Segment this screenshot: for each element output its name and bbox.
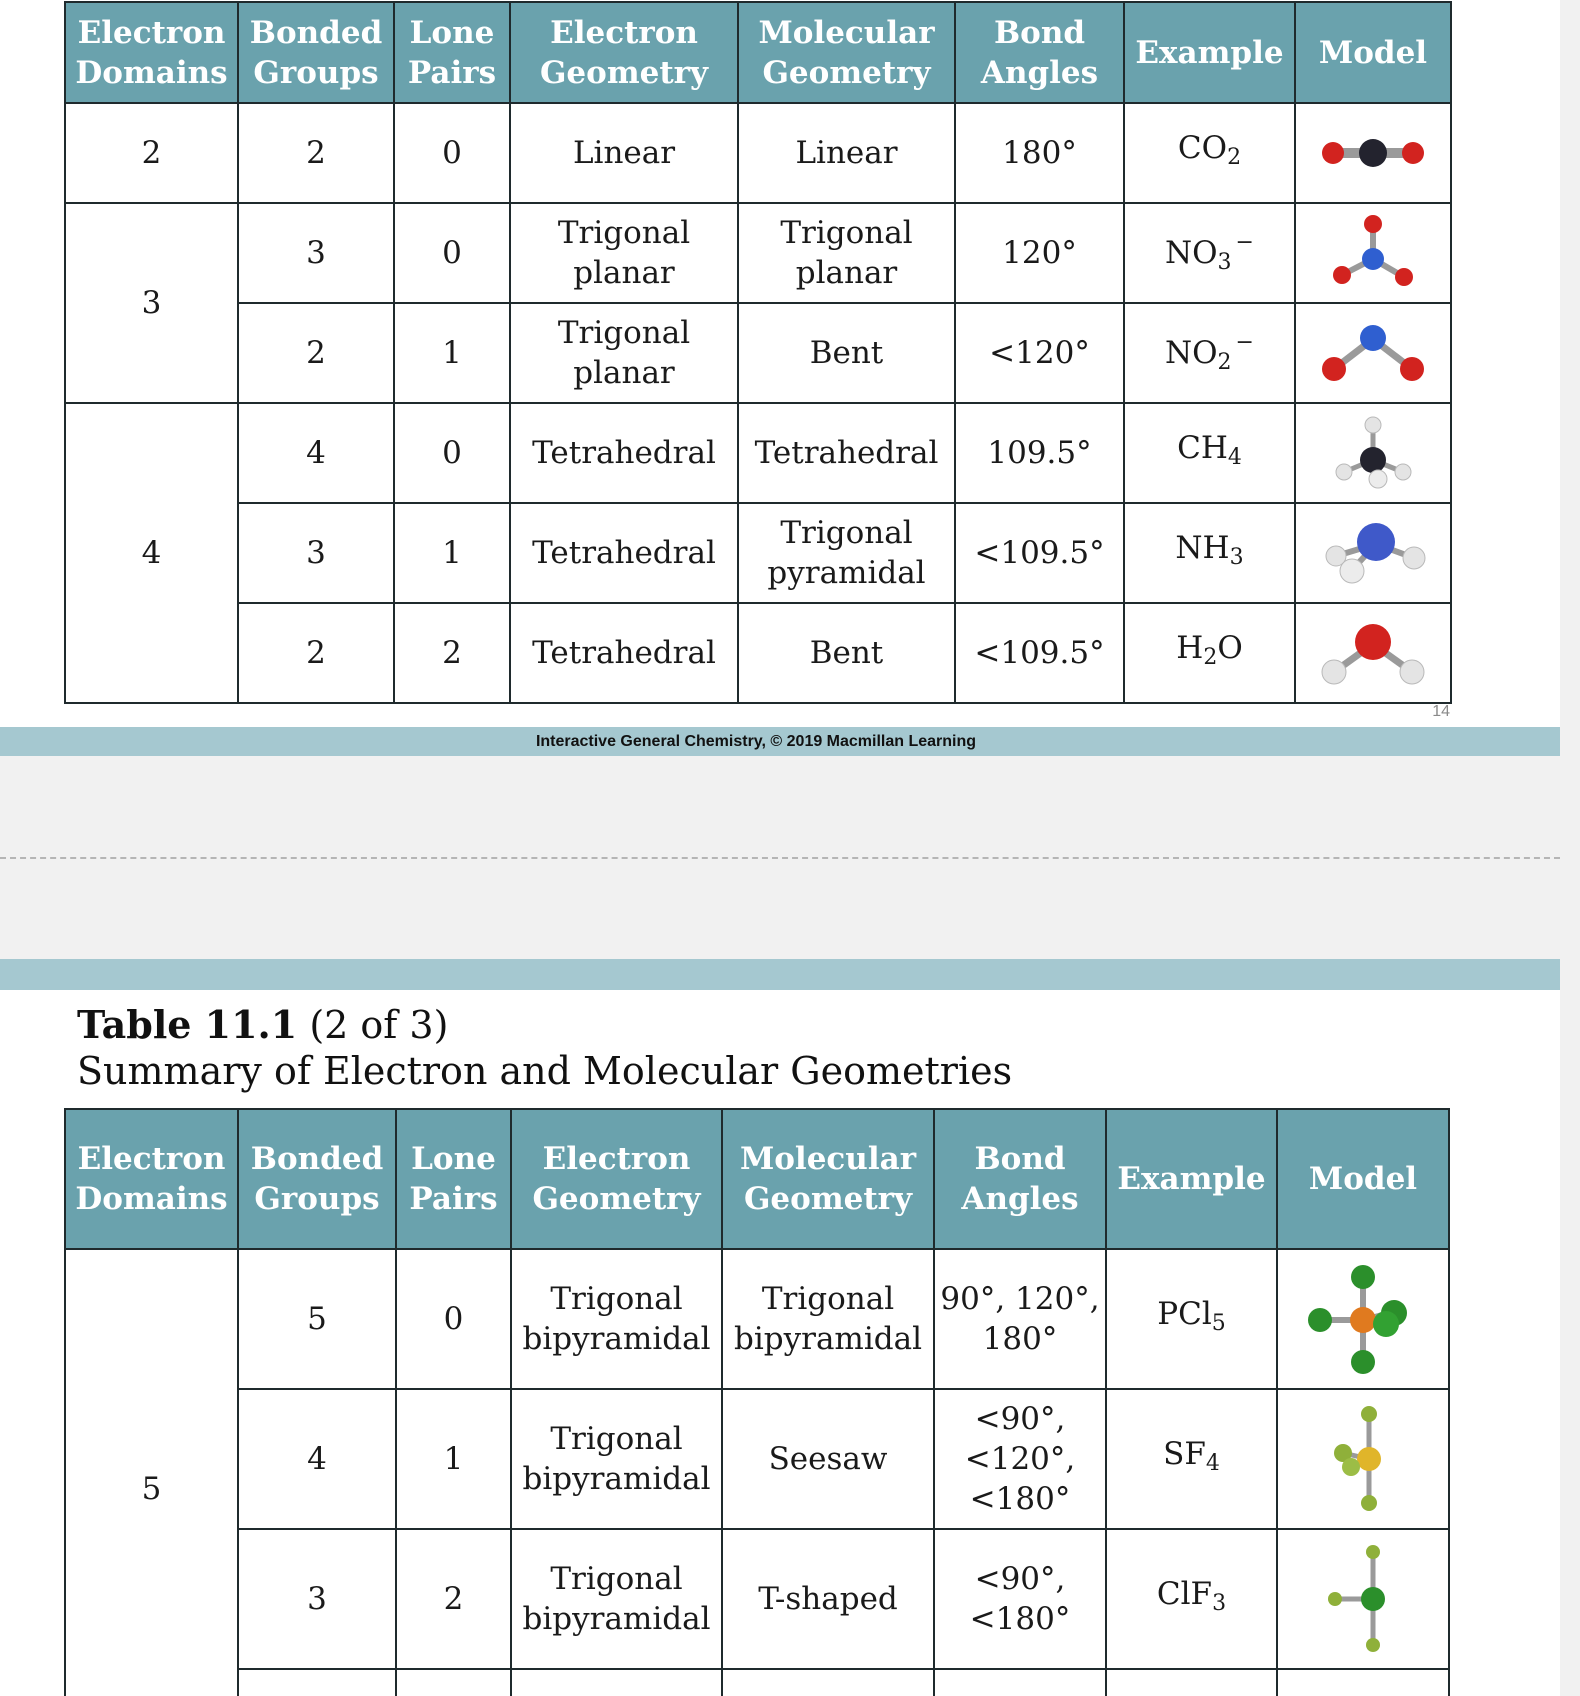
table-header-row	[65, 1109, 1449, 1249]
h2o-model-icon	[1318, 618, 1428, 688]
molecular-geometry-cell: Bent	[738, 303, 955, 403]
bonded-groups-cell: 3	[238, 203, 394, 303]
header-example: Example	[1106, 1109, 1277, 1249]
bond-angles-cell: 109.5°	[955, 403, 1124, 503]
molecular-geometry-cell	[722, 1669, 934, 1696]
model-cell	[1277, 1669, 1449, 1696]
header-band	[0, 959, 1560, 990]
model-cell	[1277, 1529, 1449, 1669]
pcl5-model-icon	[1308, 1264, 1418, 1374]
molecular-geometry-cell: Trigonal bipyramidal	[722, 1249, 934, 1389]
example-cell: $SF_4$	[1106, 1389, 1277, 1529]
model-cell	[1277, 1389, 1449, 1529]
header-example: Example	[1124, 2, 1295, 103]
header-electron-domains: Electron Domains	[65, 2, 238, 103]
bond-angles-cell: <120°	[955, 303, 1124, 403]
example-cell: $NH_3$	[1124, 503, 1295, 603]
bond-angles-cell: <109.5°	[955, 503, 1124, 603]
bonded-groups-cell: 3	[238, 1529, 396, 1669]
model-cell	[1295, 203, 1451, 303]
geometry-table-part1	[64, 1, 1452, 704]
electron-geometry-cell: Trigonal bipyramidal	[511, 1249, 722, 1389]
header-electron-geometry: Electron Geometry	[511, 1109, 722, 1249]
header-molecular-geometry: Molecular Geometry	[722, 1109, 934, 1249]
table-row	[65, 1669, 1449, 1696]
header-model: Model	[1277, 1109, 1449, 1249]
header-model: Model	[1295, 2, 1451, 103]
header-lone-pairs: Lone Pairs	[396, 1109, 511, 1249]
table-row	[65, 103, 1451, 203]
example-cell: PCl$_5$	[1106, 1249, 1277, 1389]
electron-domains-cell: 2	[65, 103, 238, 203]
table-row	[65, 503, 1451, 603]
lone-pairs-cell: 2	[396, 1529, 511, 1669]
electron-geometry-cell: Trigonal planar	[510, 303, 738, 403]
bonded-groups-cell: 4	[238, 403, 394, 503]
bonded-groups-cell	[238, 1669, 396, 1696]
header-bond-angles: Bond Angles	[955, 2, 1124, 103]
bonded-groups-cell: 2	[238, 303, 394, 403]
bond-angles-cell: 120°	[955, 203, 1124, 303]
table-row	[65, 1389, 1449, 1529]
table-row	[65, 1529, 1449, 1669]
footer-credit: Interactive General Chemistry, © 2019 Macmillan Learning	[535, 733, 977, 750]
electron-domains-cell: 5	[65, 1249, 238, 1696]
bond-angles-cell: <109.5°	[955, 603, 1124, 703]
electron-geometry-cell: Tetrahedral	[510, 603, 738, 703]
example-cell: $CO_2$	[1124, 103, 1295, 203]
nh3-model-icon	[1318, 518, 1428, 588]
header-bond-angles: Bond Angles	[934, 1109, 1106, 1249]
geometry-table-part2	[64, 1108, 1450, 1696]
header-bonded-groups: Bonded Groups	[238, 1109, 396, 1249]
electron-domains-cell: 4	[65, 403, 238, 703]
lone-pairs-cell: 0	[396, 1249, 511, 1389]
bond-angles-cell: <90°, <120°, <180°	[934, 1389, 1106, 1529]
header-electron-geometry: Electron Geometry	[510, 2, 738, 103]
bond-angles-cell	[934, 1669, 1106, 1696]
electron-geometry-cell: Trigonal planar	[510, 203, 738, 303]
electron-geometry-cell: Linear	[510, 103, 738, 203]
example-cell: $H_2O$	[1124, 603, 1295, 703]
table-row	[65, 403, 1451, 503]
electron-geometry-cell: Trigonal bipyramidal	[511, 1529, 722, 1669]
model-cell	[1295, 603, 1451, 703]
bonded-groups-cell: 3	[238, 503, 394, 603]
no3-model-icon	[1328, 215, 1418, 291]
page-break-divider	[0, 857, 1560, 859]
model-cell	[1277, 1249, 1449, 1389]
molecular-geometry-cell: Trigonal planar	[738, 203, 955, 303]
electron-geometry-cell: Trigonal bipyramidal	[511, 1389, 722, 1529]
molecular-geometry-cell: Tetrahedral	[738, 403, 955, 503]
table-row	[65, 203, 1451, 303]
bonded-groups-cell: 2	[238, 103, 394, 203]
table-subtitle: Summary of Electron and Molecular Geometries	[77, 1049, 1013, 1093]
table-row	[65, 303, 1451, 403]
bonded-groups-cell: 5	[238, 1249, 396, 1389]
table-header-row	[65, 2, 1451, 103]
header-molecular-geometry: Molecular Geometry	[738, 2, 955, 103]
molecular-geometry-cell: Trigonal pyramidal	[738, 503, 955, 603]
header-electron-domains: Electron Domains	[65, 1109, 238, 1249]
example-cell: $CH_4$	[1124, 403, 1295, 503]
sf4-model-icon	[1323, 1401, 1403, 1517]
electron-geometry-cell	[511, 1669, 722, 1696]
electron-geometry-cell: Tetrahedral	[510, 403, 738, 503]
lone-pairs-cell	[396, 1669, 511, 1696]
bonded-groups-cell: 2	[238, 603, 394, 703]
model-cell	[1295, 103, 1451, 203]
example-cell	[1106, 1669, 1277, 1696]
lone-pairs-cell: 2	[394, 603, 510, 703]
molecular-geometry-cell: Linear	[738, 103, 955, 203]
lone-pairs-cell: 1	[396, 1389, 511, 1529]
molecular-geometry-cell: Bent	[738, 603, 955, 703]
electron-geometry-cell: Tetrahedral	[510, 503, 738, 603]
bond-angles-cell: <90°, <180°	[934, 1529, 1106, 1669]
example-cell: $NO_3^-$	[1124, 203, 1295, 303]
page-number: 14	[1432, 703, 1450, 720]
lone-pairs-cell: 0	[394, 103, 510, 203]
ch4-model-icon	[1328, 416, 1418, 490]
lone-pairs-cell: 1	[394, 303, 510, 403]
bond-angles-cell: 90°, 120°, 180°	[934, 1249, 1106, 1389]
lone-pairs-cell: 1	[394, 503, 510, 603]
no2-model-icon	[1318, 321, 1428, 385]
model-cell	[1295, 403, 1451, 503]
table-title	[77, 1002, 1012, 1094]
example-cell: ClF$_3$	[1106, 1529, 1277, 1669]
example-cell: $NO_2^-$	[1124, 303, 1295, 403]
model-cell	[1295, 303, 1451, 403]
model-cell	[1295, 503, 1451, 603]
molecular-geometry-cell: Seesaw	[722, 1389, 934, 1529]
bonded-groups-cell: 4	[238, 1389, 396, 1529]
table-row	[65, 1249, 1449, 1389]
header-lone-pairs: Lone Pairs	[394, 2, 510, 103]
bond-angles-cell: 180°	[955, 103, 1124, 203]
clf3-model-icon	[1323, 1541, 1403, 1657]
slide-14	[0, 0, 1560, 727]
table-row	[65, 603, 1451, 703]
molecular-geometry-cell: T-shaped	[722, 1529, 934, 1669]
co2-model-icon	[1318, 133, 1428, 173]
header-bonded-groups: Bonded Groups	[238, 2, 394, 103]
lone-pairs-cell: 0	[394, 403, 510, 503]
table-number: Table 11.1 (2 of 3)	[77, 1002, 449, 1047]
electron-domains-cell: 3	[65, 203, 238, 403]
lone-pairs-cell: 0	[394, 203, 510, 303]
